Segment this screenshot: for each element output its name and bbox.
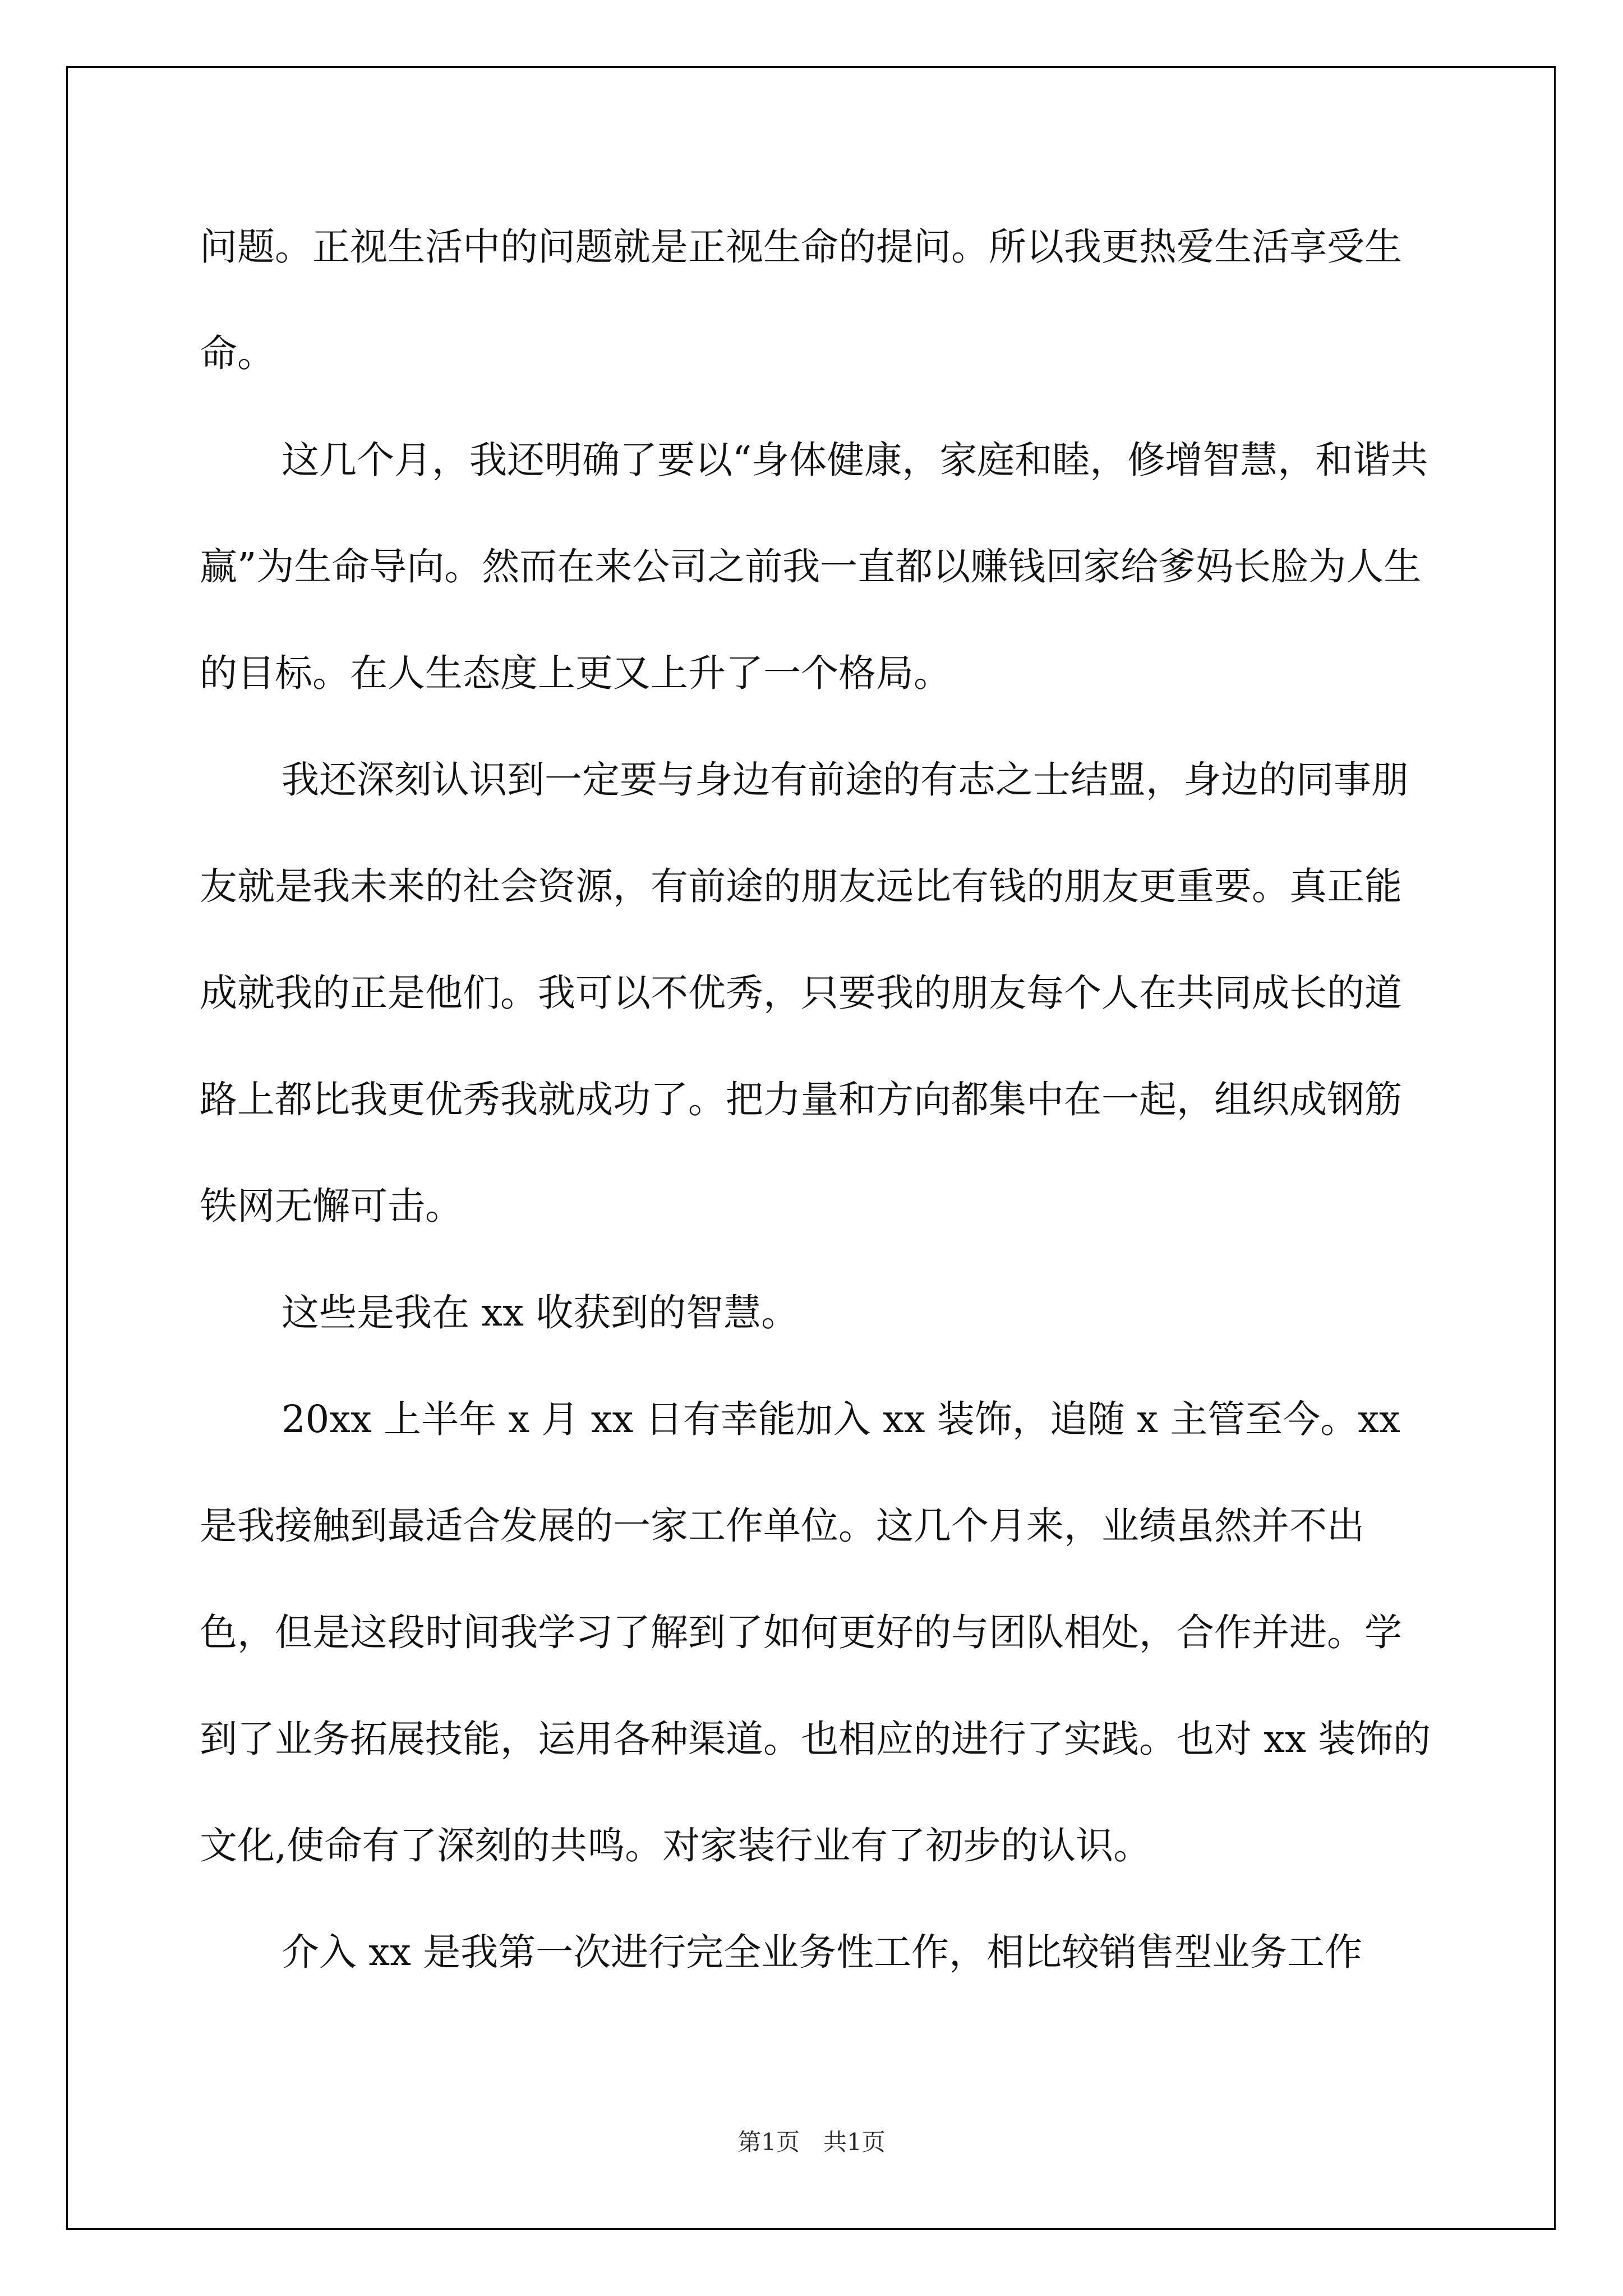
document-body xyxy=(200,194,1439,2005)
paragraph-2: 这几个月，我还明确了要以“身体健康，家庭和睦，修增智慧，和谐共赢”为生命导向。然而在来公司之前我一直都以赚钱回家给爹妈长脸为人生的目标。在人生态度上更又上升了一个格局。 xyxy=(200,438,1428,695)
page-footer: 第1页 共1页 xyxy=(737,2128,886,2156)
paragraph-3: 我还深刻认识到一定要与身边有前途的有志之士结盟，身边的同事朋友就是我未来的社会资源，有前途的朋友远比有钱的朋友更重要。真正能成就我的正是他们。我可以不优秀，只要我的朋友每个人在共同成长的道路上都比我更优秀我就成功了。把力量和方向都集中在一起，组织成钢筋铁网无懈可击。 xyxy=(200,758,1409,1228)
paragraph-1: 问题。正视生活中的问题就是正视生命的提问。所以我更热爱生活享受生命。 xyxy=(200,225,1402,375)
paragraph-6: 介入 xx 是我第一次进行完全业务性工作，相比较销售型业务工作 xyxy=(282,1930,1363,1974)
paragraph-5: 20xx 上半年 x 月 xx 日有幸能加入 xx 装饰，追随 x 主管至今。xx 是我接触到最适合发展的一家工作单位。这几个月来，业绩虽然并不出色，但是这段时间我学习了解到了如何更好的与团队相处，合作并进。学到了业务拓展技能，运用各种渠道。也相应的进行了实践。也对 xx 装饰的文化,使命有了深刻的共鸣。对家装行业有了初步的认识。 xyxy=(200,1397,1431,1867)
paragraph-4: 这些是我在 xx 收获到的智慧。 xyxy=(282,1291,799,1335)
